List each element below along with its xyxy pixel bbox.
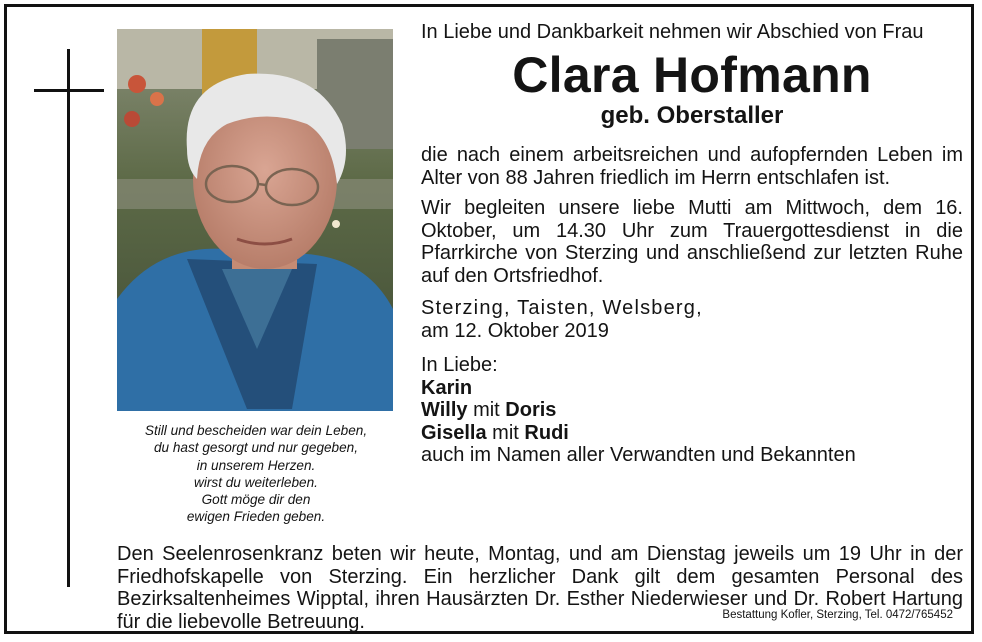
maiden-name: geb. Oberstaller [600, 102, 784, 129]
intro-text: In Liebe und Dankbarkeit nehmen wir Abschied von Frau [421, 21, 924, 43]
family-line: auch im Namen aller Verwandten und Bekannten [421, 444, 856, 466]
life-paragraph: die nach einem arbeitsreichen und aufopfernden Leben im Alter von 88 Jahren friedlich im Herrn entschlafen ist. [421, 144, 963, 189]
portrait-photo [117, 29, 393, 411]
poem-line: Still und bescheiden war dein Leben, [144, 423, 368, 438]
place-line: Sterzing, Taisten, Welsberg, [421, 297, 703, 319]
undertaker-credit: Bestattung Kofler, Sterzing, Tel. 0472/765452 [722, 609, 953, 621]
date-line: am 12. Oktober 2019 [421, 319, 609, 342]
family-list [421, 354, 963, 467]
cross-icon [67, 49, 70, 587]
family-name: Karin [421, 376, 473, 399]
main-text-column [421, 21, 963, 467]
family-name: Gisella [421, 421, 487, 444]
poem-line: Gott möge dir den [201, 492, 311, 508]
family-name: Rudi [524, 421, 569, 444]
family-connector: mit [473, 399, 500, 421]
family-connector: mit [492, 421, 519, 444]
poem-line: du hast gesorgt und nur gegeben, [153, 440, 359, 456]
family-name: Willy [421, 399, 468, 421]
family-line [421, 422, 963, 445]
family-line [421, 377, 963, 400]
memorial-poem [111, 422, 401, 526]
cross-icon-bar [34, 89, 104, 92]
poem-line: ewigen Frieden geben. [186, 509, 326, 525]
poem-line: in unserem Herzen. [196, 457, 316, 473]
funeral-paragraph: Wir begleiten unsere liebe Mutti am Mittwoch, dem 16. Oktober, um 14.30 Uhr zum Trauergottesdienst in die Pfarrkirche von Sterzing und anschließend zur letzten Ruhe auf den Ortsfriedhof. [421, 197, 963, 287]
poem-line: wirst du weiterleben. [194, 474, 318, 490]
family-name: Doris [505, 399, 557, 421]
deceased-name: Clara Hofmann [512, 47, 872, 103]
family-line [421, 399, 963, 422]
family-label: In Liebe: [421, 354, 498, 376]
obituary-frame [4, 4, 974, 634]
rosary-and-thanks-paragraph: Den Seelenrosenkranz beten wir heute, Montag, und am Dienstag jeweils um 19 Uhr in der Friedhofskapelle von Sterzing. Ein herzlicher Dank gilt dem gesamten Personal des Bezirksaltenheimes Wipptal, ihren Hausärzten Dr. Esther Niederwieser und Dr. Robert Hartung für die liebevolle Betreuung. [117, 543, 963, 633]
